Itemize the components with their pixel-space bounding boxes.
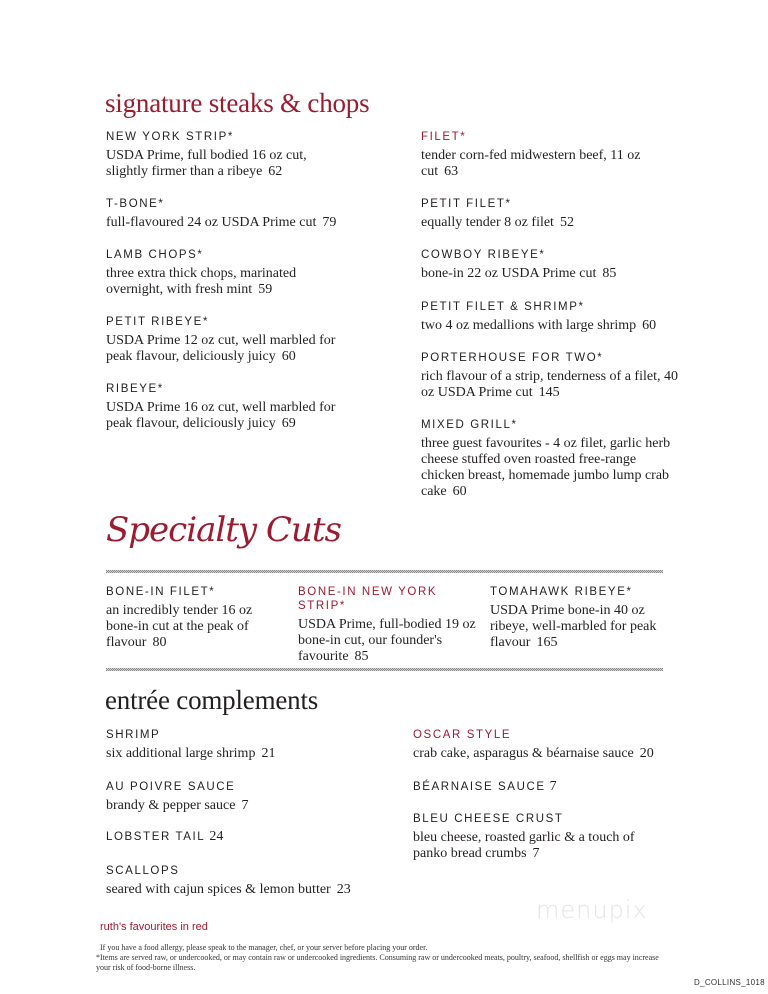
menu-item (106, 130, 346, 180)
menu-item (413, 812, 668, 862)
divider (106, 668, 663, 671)
item-name: PORTERHOUSE FOR TWO* (421, 352, 604, 364)
item-description: crab cake, asparagus & béarnaise sauce (413, 746, 634, 761)
menu-item (421, 418, 676, 500)
item-name: SCALLOPS (106, 865, 180, 877)
item-price: 85 (602, 266, 617, 281)
item-price: 60 (642, 318, 657, 333)
item-name: FILET* (421, 131, 467, 143)
item-price: 79 (322, 215, 337, 230)
item-description: brandy & pepper sauce (106, 798, 236, 813)
item-description: six additional large shrimp (106, 746, 256, 761)
item-description: USDA Prime 16 oz cut, well marbled for peak flavour, deliciously juicy (106, 400, 336, 431)
item-price: 59 (258, 282, 273, 297)
item-name: RIBEYE* (106, 383, 164, 395)
item-name: PETIT FILET & SHRIMP* (421, 301, 585, 313)
item-price: 24 (209, 829, 224, 844)
allergy-notice: If you have a food allergy, please speak to the manager, chef, or your server before placing your order. (100, 943, 428, 952)
item-price: 62 (268, 164, 283, 179)
menu-code: D_COLLINS_1018 (694, 978, 765, 987)
item-price: 69 (281, 416, 296, 431)
menu-item (421, 130, 641, 180)
item-price: 85 (354, 649, 369, 664)
item-price: 63 (444, 164, 459, 179)
item-name: LAMB CHOPS* (106, 249, 204, 261)
item-description: tender corn-fed midwestern beef, 11 oz cut (421, 148, 641, 179)
menu-item (106, 728, 366, 762)
item-price: 21 (261, 746, 276, 761)
item-description: USDA Prime, full-bodied 19 oz bone-in cut, our founder's favourite (298, 617, 476, 664)
item-name: OSCAR STYLE (413, 729, 512, 741)
menu-item (106, 585, 266, 651)
item-price: 165 (536, 635, 558, 650)
section-title-signature: signature steaks & chops (105, 88, 370, 118)
item-name: BÉARNAISE SAUCE (413, 781, 546, 793)
menu-item (421, 197, 681, 231)
item-price: 20 (639, 746, 654, 761)
item-name: BONE-IN NEW YORK STRIP* (298, 586, 438, 612)
item-name: T-BONE* (106, 198, 165, 210)
menu-item (106, 315, 346, 365)
item-name: BONE-IN FILET* (106, 586, 216, 598)
divider (106, 570, 663, 573)
item-name: NEW YORK STRIP* (106, 131, 234, 143)
item-price: 80 (152, 635, 167, 650)
item-name: PETIT FILET* (421, 198, 512, 210)
item-name: MIXED GRILL* (421, 419, 518, 431)
menu-item (106, 864, 386, 898)
menu-item (421, 248, 681, 282)
menu-item (413, 780, 673, 794)
item-name: COWBOY RIBEYE* (421, 249, 546, 261)
menu-item (106, 197, 366, 231)
menu-item (106, 780, 366, 814)
item-description: full-flavoured 24 oz USDA Prime cut (106, 215, 317, 230)
item-description: USDA Prime, full bodied 16 oz cut, slightly firmer than a ribeye (106, 148, 307, 179)
item-price: 60 (452, 484, 467, 499)
item-description: equally tender 8 oz filet (421, 215, 554, 230)
item-description: USDA Prime bone-in 40 oz ribeye, well-marbled for peak flavour (490, 603, 657, 650)
menu-item (106, 382, 346, 432)
item-name: TOMAHAWK RIBEYE* (490, 586, 633, 598)
menu-item (413, 728, 693, 762)
item-description: bone-in 22 oz USDA Prime cut (421, 266, 597, 281)
item-price: 23 (336, 882, 351, 897)
item-price: 52 (559, 215, 574, 230)
watermark-logo: menupix (536, 896, 648, 924)
item-name: LOBSTER TAIL (106, 831, 206, 843)
item-name: PETIT RIBEYE* (106, 316, 210, 328)
item-description: an incredibly tender 16 oz bone-in cut at the peak of flavour (106, 603, 253, 650)
item-description: three guest favourites - 4 oz filet, garlic herb cheese stuffed oven roasted free-range chicken breast, homemade jumbo lump crab cake (421, 436, 671, 499)
raw-food-warning: *Items are served raw, or undercooked, or may contain raw or undercooked ingredients. Consuming raw or undercooked meats, poultry, seafood, shellfish or eggs may increase your risk of food-borne illness. (96, 953, 659, 972)
section-title-complements: entrée complements (105, 685, 319, 715)
menu-item (106, 830, 366, 844)
item-description: two 4 oz medallions with large shrimp (421, 318, 637, 333)
item-description: rich flavour of a strip, tenderness of a filet, 40 oz USDA Prime cut (421, 369, 678, 400)
item-price: 7 (241, 798, 249, 813)
item-price: 7 (532, 846, 540, 861)
menu-item (298, 585, 478, 665)
item-price: 7 (549, 779, 557, 794)
item-description: seared with cajun spices & lemon butter (106, 882, 331, 897)
menu-item (421, 300, 691, 334)
section-title-specialty: Specialty Cuts (106, 510, 341, 550)
item-description: bleu cheese, roasted garlic & a touch of panko bread crumbs (413, 830, 635, 861)
item-name: BLEU CHEESE CRUST (413, 813, 564, 825)
item-description: USDA Prime 12 oz cut, well marbled for peak flavour, deliciously juicy (106, 333, 336, 364)
item-description: three extra thick chops, marinated overnight, with fresh mint (106, 266, 297, 297)
item-price: 60 (281, 349, 296, 364)
favourites-legend: ruth's favourites in red (100, 921, 208, 933)
menu-item (490, 585, 660, 651)
item-name: AU POIVRE SAUCE (106, 781, 236, 793)
menu-item (421, 351, 686, 401)
item-name: SHRIMP (106, 729, 161, 741)
item-price: 145 (538, 385, 560, 400)
menu-item (106, 248, 336, 298)
